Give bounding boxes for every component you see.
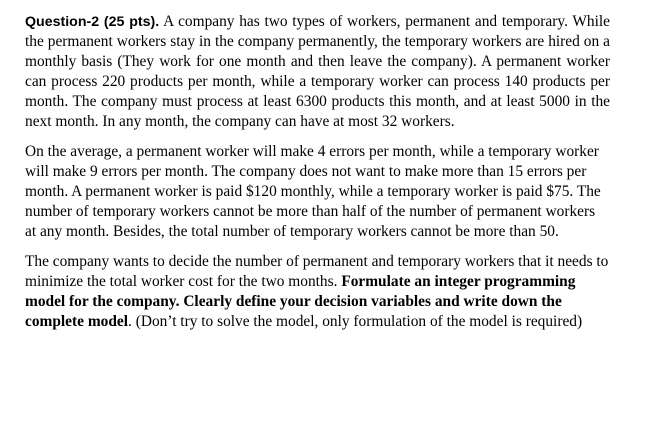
paragraph-3-bold-instruction: Formulate an integer programming model for the company. Clearly define your decision variables and write down the complete model	[25, 273, 576, 330]
paragraph-3-intro: The company wants to decide the number of permanent and temporary workers that it needs to minimize the total worker cost for the two months.	[25, 253, 609, 290]
paragraph-3-outro: . (Don’t try to solve the model, only formulation of the model is required)	[128, 313, 583, 330]
question-paragraph-2	[25, 142, 610, 242]
question-paragraph-3	[25, 252, 610, 332]
question-label: Question-2 (25 pts).	[25, 14, 160, 30]
question-document	[25, 12, 610, 332]
paragraph-2-text: On the average, a permanent worker will make 4 errors per month, while a temporary worker will make 9 errors per month. The company does not want to make more than 15 errors per month. A permanent worker is paid $120 monthly, while a temporary worker is paid $75. The number of temporary workers cannot be more than half of the number of permanent workers at any month. Besides, the total number of temporary workers cannot be more than 50.	[25, 143, 601, 240]
question-paragraph-1	[25, 12, 610, 132]
paragraph-1-text: A company has two types of workers, permanent and temporary. While the permanent workers stay in the company permanently, the temporary workers are hired on a monthly basis (They work for one month and then leave the company). A permanent worker can process 220 products per month, while a temporary worker can process 140 products per month. The company must process at least 6300 products this month, and at least 5000 in the next month. In any month, the company can have at most 32 workers.	[25, 13, 610, 130]
